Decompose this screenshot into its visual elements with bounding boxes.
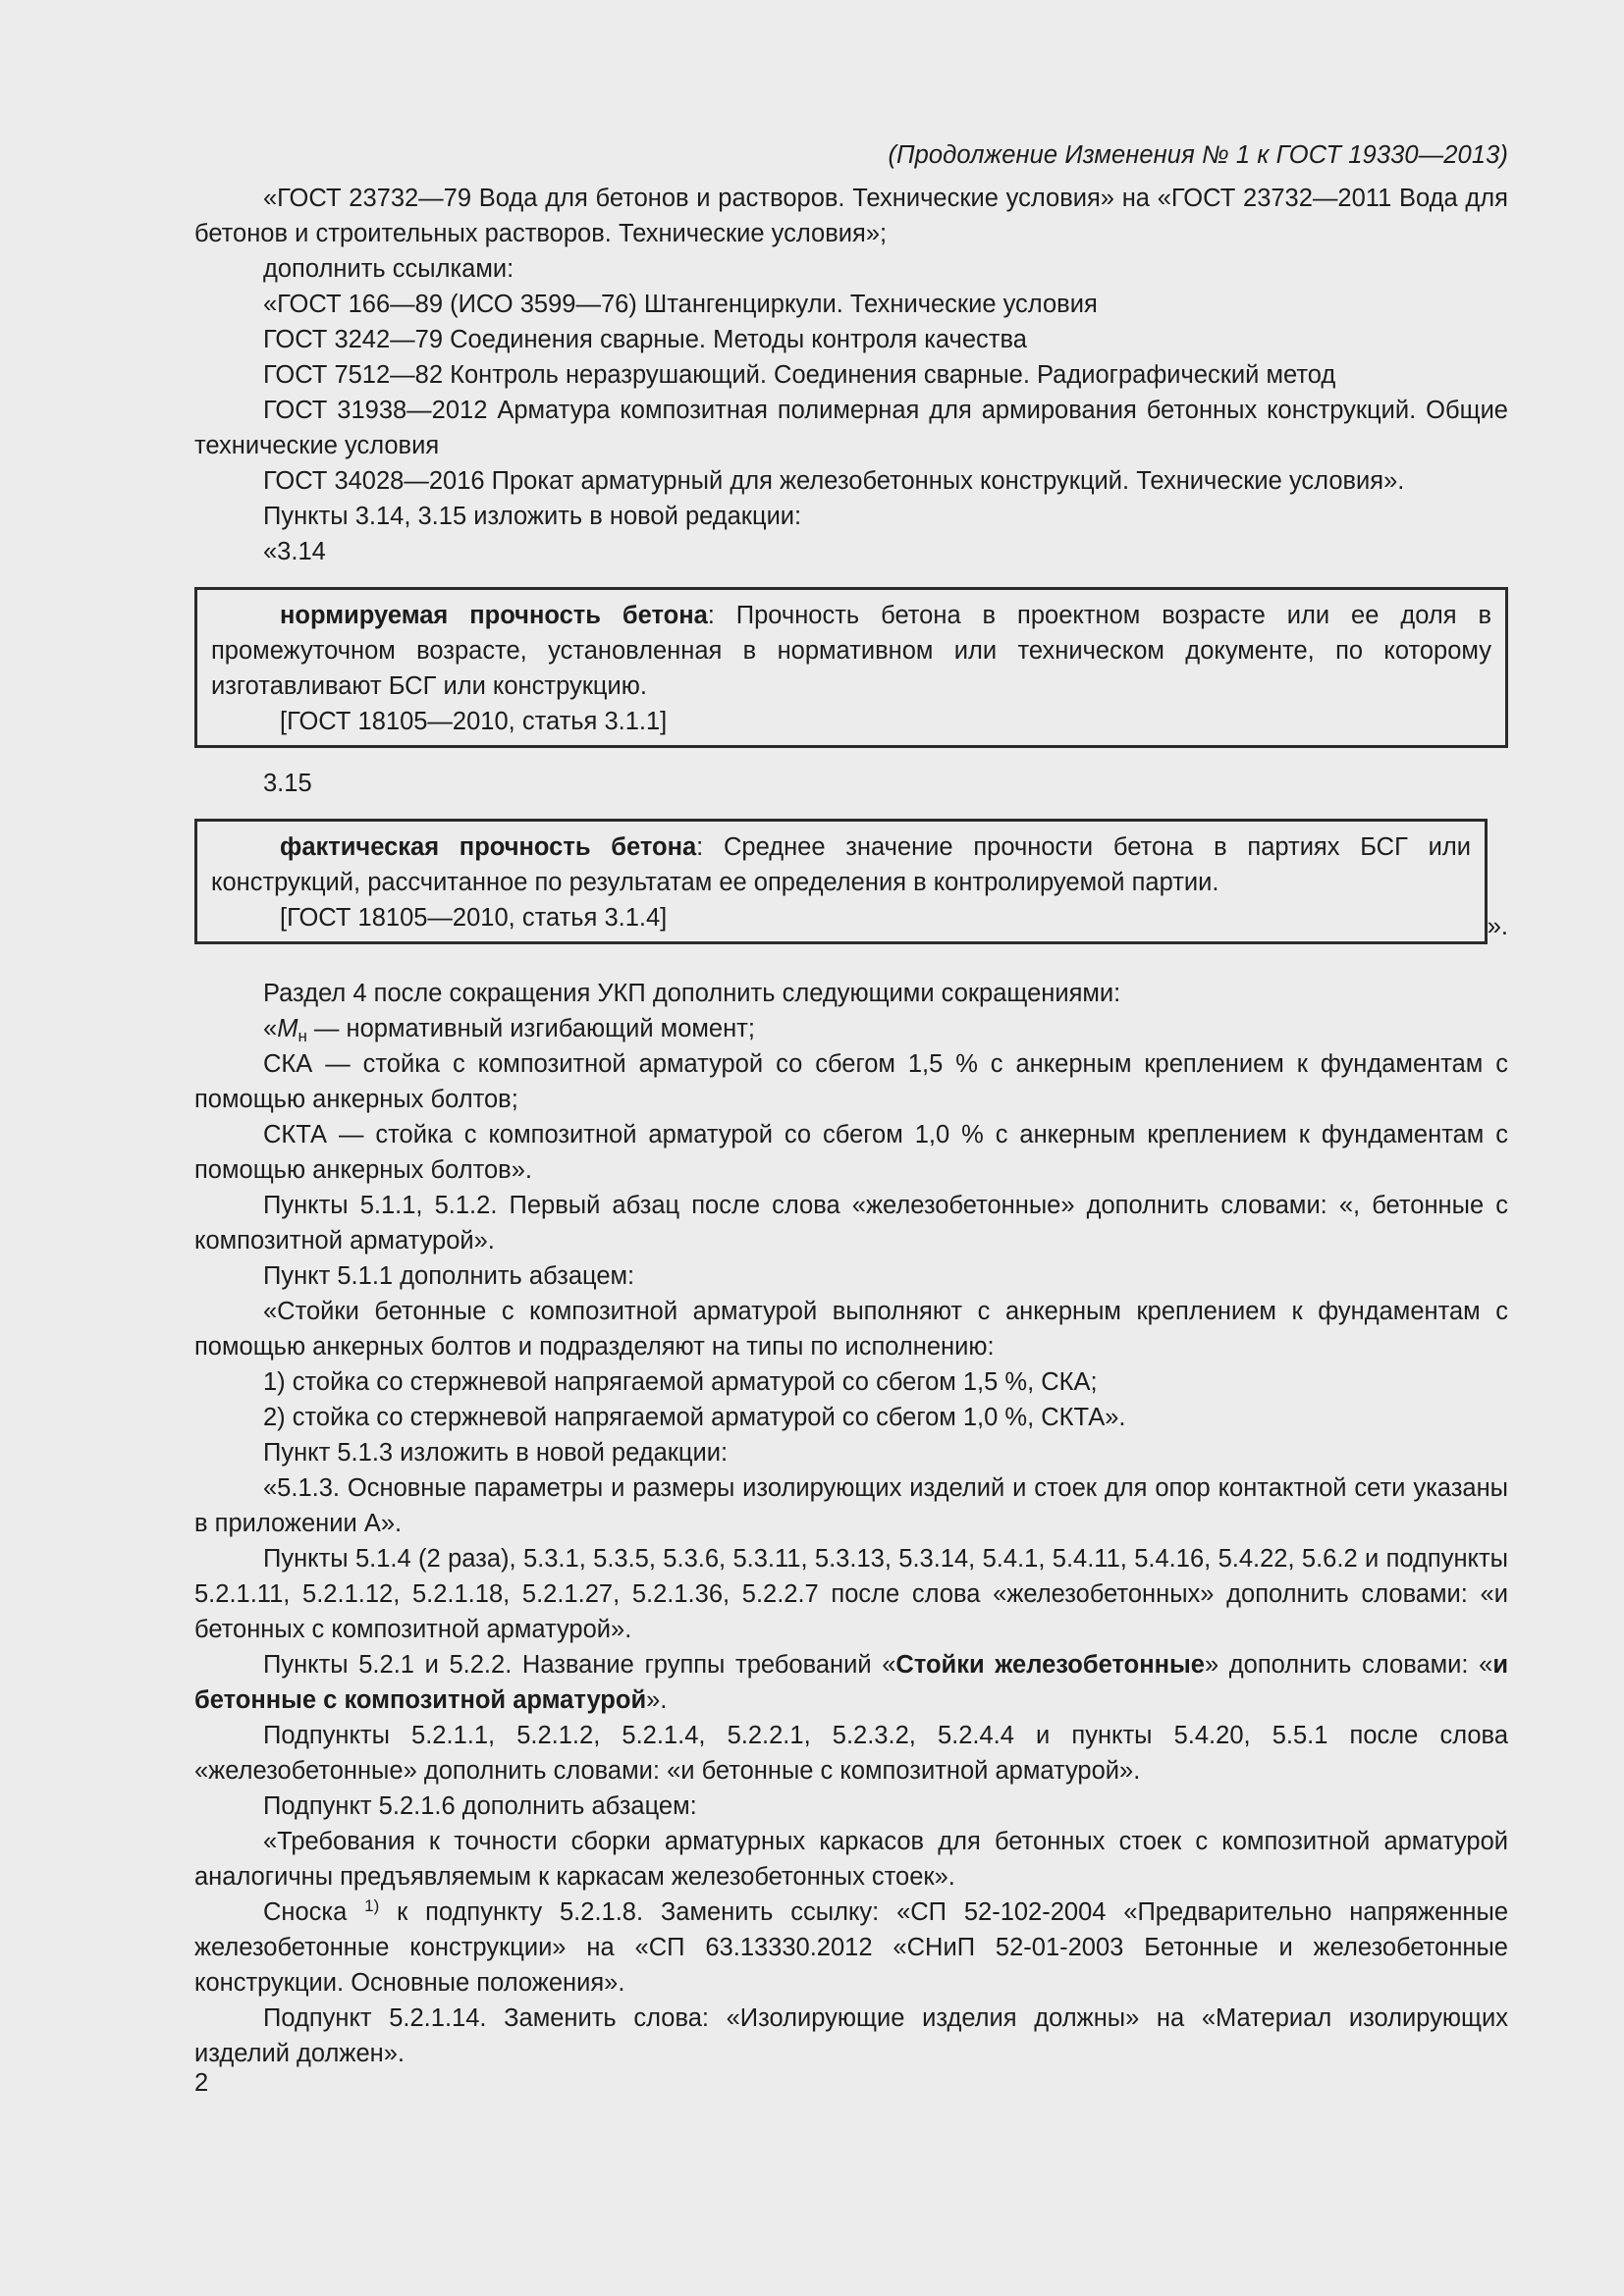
paragraph: дополнить ссылками: (263, 255, 514, 283)
paragraph: «5.1.3. Основные параметры и размеры изолирующих изделий и стоек для опор контактной сети указаны в приложении А». (194, 1474, 1508, 1537)
quote-close: ». (1487, 913, 1508, 940)
definition-source: [ГОСТ 18105—2010, статья 3.1.4] (280, 904, 668, 932)
bold-run: и бетонные с композитной арматурой (194, 1651, 1508, 1714)
paragraph-mn (194, 1011, 1508, 1046)
paragraph: Подпункт 5.2.1.6 дополнить абзацем: (263, 1792, 697, 1820)
paragraph: Пункт 5.1.3 изложить в новой редакции: (263, 1439, 729, 1467)
paragraph: Пункты 5.1.1, 5.1.2. Первый абзац после слова «железобетонные» дополнить словами: «, бетонные с композитной арматурой». (194, 1192, 1508, 1255)
symbol-subscript: н (298, 1027, 307, 1045)
paragraph-5-2 (194, 1647, 1508, 1718)
symbol-m: M (277, 1015, 298, 1042)
text-run: ». (646, 1686, 668, 1714)
paragraph: СКТА — стойка с композитной арматурой со сбегом 1,0 % с анкерным креплением к фундаментам с помощью анкерных болтов». (194, 1121, 1508, 1184)
text-run: Пункты 5.2.1 и 5.2.2. Название группы требований « (263, 1651, 896, 1679)
definition-text (211, 829, 1471, 900)
paragraph: Раздел 4 после сокращения УКП дополнить следующими сокращениями: (263, 980, 1121, 1007)
paragraph: ГОСТ 7512—82 Контроль неразрушающий. Соединения сварные. Радиографический метод (263, 361, 1336, 389)
definition-box-3-15-wrap (194, 819, 1508, 944)
clause-label: 3.15 (263, 770, 312, 797)
document-page (194, 137, 1508, 2071)
quote-open: « (263, 1015, 278, 1042)
paragraph: СКА — стойка с композитной арматурой со сбегом 1,5 % с анкерным креплением к фундаментам с помощью анкерных болтов; (194, 1050, 1508, 1113)
running-header: (Продолжение Изменения № 1 к ГОСТ 19330—2013) (888, 141, 1508, 169)
definition-text (211, 598, 1491, 704)
text-run: к подпункту 5.2.1.8. Заменить ссылку: «СП 52-102-2004 «Предварительно напряженные железобетонные конструкции» на «СП 63.13330.2012 «СНиП 52-01-2003 Бетонные и железобетонные конструкции. Основные положения». (194, 1898, 1508, 1997)
definition-body: : Прочность бетона в проектном возрасте или ее доля в промежуточном возрасте, установленная в нормативном или техническом документе, по которому изготавливают БСГ или конструкцию. (211, 602, 1491, 700)
definition-term: фактическая прочность бетона (280, 833, 697, 861)
mn-text: — нормативный изгибающий момент; (306, 1015, 755, 1042)
text-run: Сноска (263, 1898, 365, 1926)
paragraph: Пункт 5.1.1 дополнить абзацем: (263, 1262, 635, 1290)
definition-term: нормируемая прочность бетона (280, 602, 708, 629)
paragraph: Пункты 5.1.4 (2 раза), 5.3.1, 5.3.5, 5.3.6, 5.3.11, 5.3.13, 5.3.14, 5.4.1, 5.4.11, 5.4.16, 5.4.22, 5.6.2 и подпункты 5.2.1.11, 5.2.1.12, 5.2.1.18, 5.2.1.27, 5.2.1.36, 5.2.2.7 после слова «железобетонных» дополнить словами: «и бетонных с композитной арматурой». (194, 1545, 1508, 1643)
paragraph: «ГОСТ 166—89 (ИСО 3599—76) Штангенциркули. Технические условия (263, 291, 1098, 318)
paragraph: «Стойки бетонные с композитной арматурой выполняют с анкерным креплением к фундаментам с помощью анкерных болтов и подразделяют на типы по исполнению: (194, 1298, 1508, 1361)
definition-box-3-14 (194, 587, 1508, 748)
paragraph: Пункты 3.14, 3.15 изложить в новой редакции: (263, 503, 802, 530)
paragraph: 1) стойка со стержневой напрягаемой арматурой со сбегом 1,5 %, СКА; (263, 1368, 1098, 1396)
paragraph: Подпункты 5.2.1.1, 5.2.1.2, 5.2.1.4, 5.2.2.1, 5.2.3.2, 5.2.4.4 и пункты 5.4.20, 5.5.1 после слова «железобетонные» дополнить словами: «и бетонные с композитной арматурой». (194, 1722, 1508, 1785)
paragraph: «3.14 (263, 538, 326, 565)
paragraph: 2) стойка со стержневой напрягаемой арматурой со сбегом 1,0 %, СКТА». (263, 1404, 1126, 1431)
paragraph: ГОСТ 31938—2012 Арматура композитная полимерная для армирования бетонных конструкций. Общие технические условия (194, 397, 1508, 459)
definition-source: [ГОСТ 18105—2010, статья 3.1.1] (280, 708, 668, 735)
footnote-marker: 1) (364, 1896, 380, 1915)
paragraph: «ГОСТ 23732—79 Вода для бетонов и растворов. Технические условия» на «ГОСТ 23732—2011 Вода для бетонов и строительных растворов. Технические условия»; (194, 185, 1508, 247)
paragraph: ГОСТ 34028—2016 Прокат арматурный для железобетонных конструкций. Технические условия». (263, 467, 1405, 495)
paragraph: ГОСТ 3242—79 Соединения сварные. Методы контроля качества (263, 326, 1027, 353)
paragraph: «Требования к точности сборки арматурных каркасов для бетонных стоек с композитной арматурой аналогичны предъявляемым к каркасам железобетонных стоек». (194, 1828, 1508, 1891)
paragraph-footnote (194, 1895, 1508, 2001)
page-number: 2 (194, 2069, 209, 2097)
bold-run: Стойки железобетонные (895, 1651, 1205, 1679)
text-run: » дополнить словами: « (1204, 1651, 1493, 1679)
definition-box-3-15 (194, 819, 1488, 944)
definition-body: : Среднее значение прочности бетона в партиях БСГ или конструкций, рассчитанное по результатам ее определения в контролируемой партии. (211, 833, 1471, 896)
paragraph: Подпункт 5.2.1.14. Заменить слова: «Изолирующие изделия должны» на «Материал изолирующих изделий должен». (194, 2004, 1508, 2067)
